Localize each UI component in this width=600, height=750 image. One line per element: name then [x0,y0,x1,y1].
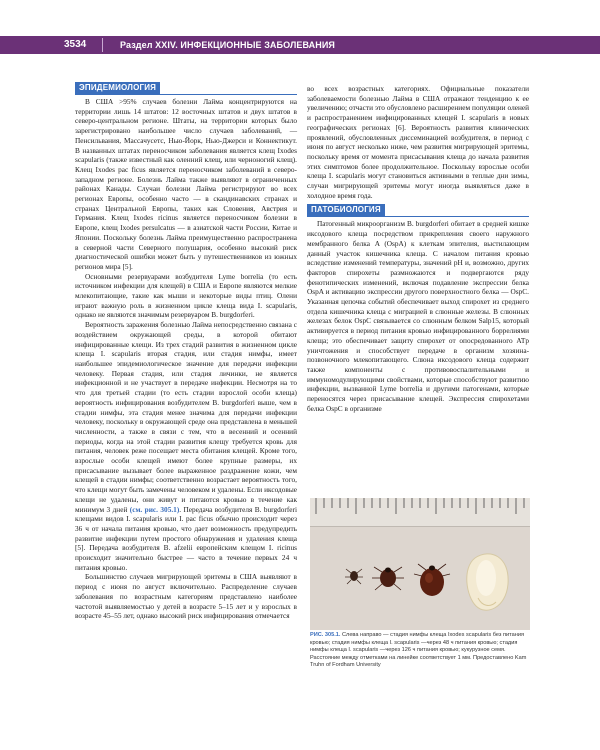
tick-unfed-nymph [345,569,363,584]
epidemiology-paragraph-4: Большинство случаев мигрирующей эритемы в США выявляют в период с июня по август включительно. Распределение случаев заболевания по возрастным категориям представлено наиболее частотой выявляемостью у детей в возрасте 5–15 лет и у взрослых в возрасте 45–55 лет, однако высокий риск инфицирования отмечается [75,572,297,621]
header-divider [102,38,103,52]
left-column [75,82,297,621]
figure-305-1-photo [310,498,530,630]
tick-nymph-48h [372,567,404,590]
epidemiology-paragraph-5: во всех возрастных категориях. Официальные показатели заболеваемости болезнью Лайма в США отражают тенденцию к ее увеличению; отчасти это обусловлено расширением популяции оленей и распространением инфицированных клещей I. scapularis в новых географических регионах [6]. Вероятность развития клинических проявлений, обусловленных диссеминацией возбудителя, в период с июня по август несколько ниже, чем развития мигрирующей эритемы, поскольку время от момента присасывания клеща до начала развития этих симптомов более продолжительное. Поскольку взрослые особи клеща I. scapularis могут становиться активными в теплые дни зимы, случаи мигрирующей эритемы могут иногда выявляться даже в холодное время года. [307,84,529,200]
epidemiology-heading-wrap [75,82,297,95]
tick-nymph-126h [414,564,450,596]
pathobiology-paragraph-1: Патогенный микроорганизм B. burgdorferi обитает в средней кишке иксодового клеща посредством прикрепления своего наружного мембранного белка A (OspA) к клеткам эпителия, выстилающим данный участок кишечника клеща. С началом питания кровью вследствие изменений температуры, значений pH и, возможно, других факторов спирохеты размножаются и подвергаются ряду фенотипических изменений, включая подавление экспрессии белка OspA и активацию экспрессии другого поверхностного белка — OspC. Указанная цепочка событий обеспечивает выход спирохет из среднего отдела кишечника клеща с миграцией в слюнные железы. В слюнных железах белок OspC связывается со слюнным белком Salp15, который активируется в период питания кровью инфицированного боррелиями клеща; это обеспечивает защиту спирохет от опосредованного ATр уничтожения и способствует передаче в организм хозяина-позвоночного млекопитающего. Слюна иксодового клеща содержит также компоненты с противовоспалительными и иммуномодулирующими свойствами, которые способствуют развитию инфекции, вызванной Lyme borrelia и другими патогенами, которые переносятся через присасывание клещей. Экспрессия спирохетами белка OspC в организме [307,219,529,413]
pathobiology-heading-wrap [307,204,529,217]
figure-reference-link[interactable]: (см. рис. 305.1) [129,504,180,514]
epidemiology-heading: ЭПИДЕМИОЛОГИЯ [75,82,160,94]
right-column [307,84,529,414]
epidemiology-paragraph-1: В США >95% случаев болезни Лайма концентрируются на территории лишь 14 штатов: 12 восточных штатов и двух штатов в северо-центральном регионе. Штаты, на территории которых было зарегистрировано наибольшее число случаев заболеваний, — Пенсильвания, Массачусетс, Нью-Йорк, Нью-Джерси и Коннектикут. В названных штатах переносчиком заболевания является клещ Ixodes scapularis (также известный как оленний клещ, или черноногий клещ). Клещ Ixodes pac ficus является переносчиком заболеваний в северо-западном регионе. Болезнь Лайма также выявляют в ограниченных районах Канады. Случаи болезни Лайма регистрируют во всех регионах Европы, особенно часто — в скандинавских странах и странах Центральной Европы, таких как Словения, Австрия и Германия. Клещ Ixodes ricinus является переносчиком болезни в Европе, клещ Ixodes persulcatus — в азиатской части России, Китае и Японии. Поскольку болезнь Лайма преимущественно распространена в северной части Северного полушария, особенно высокий риск диагностической ошибки может быть у путешественников из южных регионов мира [5]. [75,97,297,271]
section-header-title: Раздел XXIV. ИНФЕКЦИОННЫЕ ЗАБОЛЕВАНИЯ [120,40,335,50]
corn-kernel [467,554,508,610]
page-number: 3534 [64,39,87,50]
specimens-illustration [310,498,530,630]
paragraph-3-tail: . Передача возбудителя B. burgdorferi клещами видов I. scapularis или I. pac ficus обычно происходит через 36 ч от начала питания кровью, что дает возможность предупредить развитие инфекции путем простого обнаружения и удаления клещa [5]. Передача возбудителя B. afzelii европейским клещом I. ricinus происходит значительно быстрее — часто в течение первых 24 ч питания кровью. [75,504,297,572]
paragraph-3-text: Вероятность заражения болезнью Лайма непосредственно связана с воздействием окружающей среды, в которой обитают инфицированные клещи. Из трех стадий развития в жизненном цикле клеща I. scapularis вторая стадия, или стадия нимфы, имеет наибольшее эпидемиологическое значение для передачи инфекции человеку. Первая стадия, или стадия личинки, не является инфекционной и не участвует в передаче инфекции. Несмотря на то что для третьей стадии (то есть стадии взрослой особи клеща) вероятность инфицирования возбудителем B. burgdorferi выше, чем в стадии нимфы, эта стадия менее значима для передачи инфекции человеку, поскольку в окружающей среде она представлена в меньшей численности, а также в связи с тем, что в весенний и осенний периоды, когда на этой стадии развития клещу требуется кровь для питания, человек реже посещает места обитания клещей. Кроме того, взрослые особи клещей имеют более крупные размеры, их присасывание вызывает более выраженное раздражение кожи, чем клещей в стадии нимфы; соответственно возрастает вероятность того, что клещи могут быть замечены человеком и удалены. Если иксодовые клещи не удалены, они живут и питаются кровью в течение как минимум 3 дней [75,320,297,514]
figure-caption [310,632,530,670]
epidemiology-paragraph-3 [75,320,297,572]
page-header [0,36,600,54]
epidemiology-paragraph-2: Основными резервуарами возбудителя Lyme borrelia (то есть источником инфекции для клещей) в США и Европе являются мелкие млекопитающие, такие как мыши и некоторые виды птиц. Олени играют важную роль в жизненном цикле клеща вида I. scapularis, однако не являются значимым резервуаром B. burgdorferi. [75,271,297,320]
figure-caption-label: РИС. 305.1. [310,632,341,638]
pathobiology-heading: ПАТОБИОЛОГИЯ [307,204,385,216]
figure-caption-text: Слева направо — стадия нимфы клеща Ixodes scapularis без питания кровью; стадия нимфы клеща I. scapularis —через 48 ч питания кровью; стадия нимфы клеща I. scapularis —через 126 ч питания кровью; кукурузное семя. Расстояние между отметками на линейке соответствует 1 мм. Предоставлено Kam Truhn of Fordham University [310,632,527,669]
